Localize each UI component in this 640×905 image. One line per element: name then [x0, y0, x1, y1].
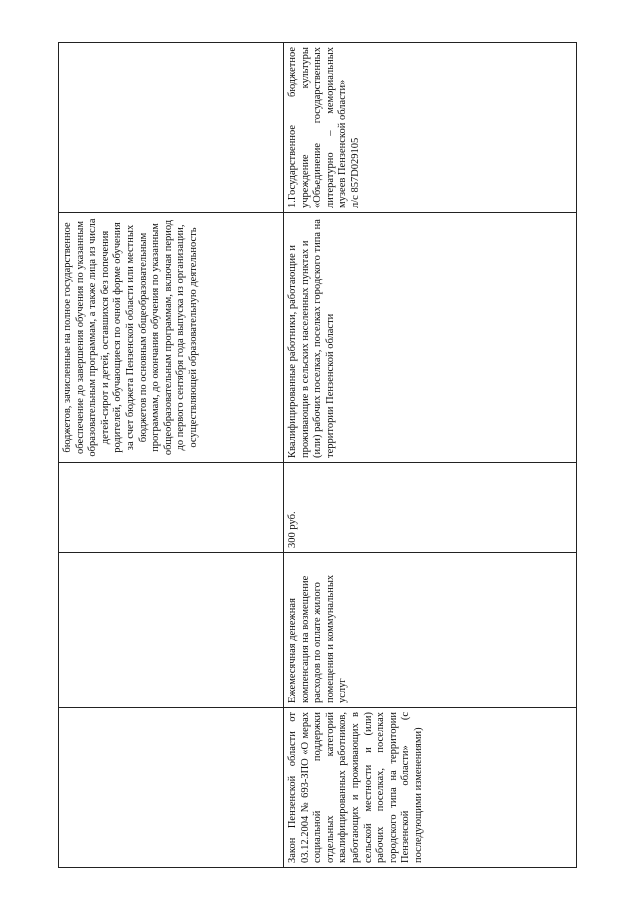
recipients-text: Квалифицированные работники, работающие и проживающие в сельских населенных пунктах и (или) рабочих поселках, поселках городского типа на территории Пензенской области	[287, 219, 336, 458]
table-cell-law	[284, 708, 577, 868]
table-cell-benefit	[284, 553, 577, 708]
table-cell-amount	[59, 463, 284, 553]
table-cell-recipients	[284, 213, 577, 463]
benefit-text: Ежемесячная денежная компенсация на возмещение расходов по оплате жилого помещения и коммунальных услуг	[287, 574, 349, 703]
recipients-text: бюджетов, зачисленные на полное государственное обеспечение до завершения обучения по указанным образовательным программам, а также лица из числа детей-сирот и детей, оставшихся без попечения родителей, обучающиеся по очной форме обучения за счет бюджета Пензенской области или местных бюджетов по основным общеобразовательным программам, до окончания обучения по указанным общеобразовательным программам, включая период до первого сентября года выпуска из организации, осуществляющей образовательную деятельность	[62, 218, 199, 457]
table-cell-benefit	[59, 553, 284, 708]
benefits-table	[58, 42, 577, 868]
table-cell-amount	[284, 463, 577, 553]
rotated-page	[58, 43, 576, 868]
table-cell-law	[59, 708, 284, 868]
amount-text: 300 руб.	[287, 511, 298, 548]
table-row	[59, 43, 284, 868]
table-cell-recipients	[59, 213, 284, 463]
institution-text: 1.Государственное бюджетное учреждение культуры «Объединение государственных литературно – мемориальных музеев Пензенской области»	[287, 47, 349, 208]
table-cell-institution	[59, 43, 284, 213]
table-cell-institution	[284, 43, 577, 213]
account-number: л/с 857D029105	[349, 137, 361, 208]
law-text: Закон Пензенской области от 03.12.2004 № 693-ЗПО «О мерах социальной поддержки отдельных категорий квалифицированных работников, работающих и проживающих в сельской местности и (или) рабочих поселках, поселках городского типа на территории Пензенской области» (с последующими изменениями)	[287, 712, 424, 863]
table-row	[284, 43, 577, 868]
